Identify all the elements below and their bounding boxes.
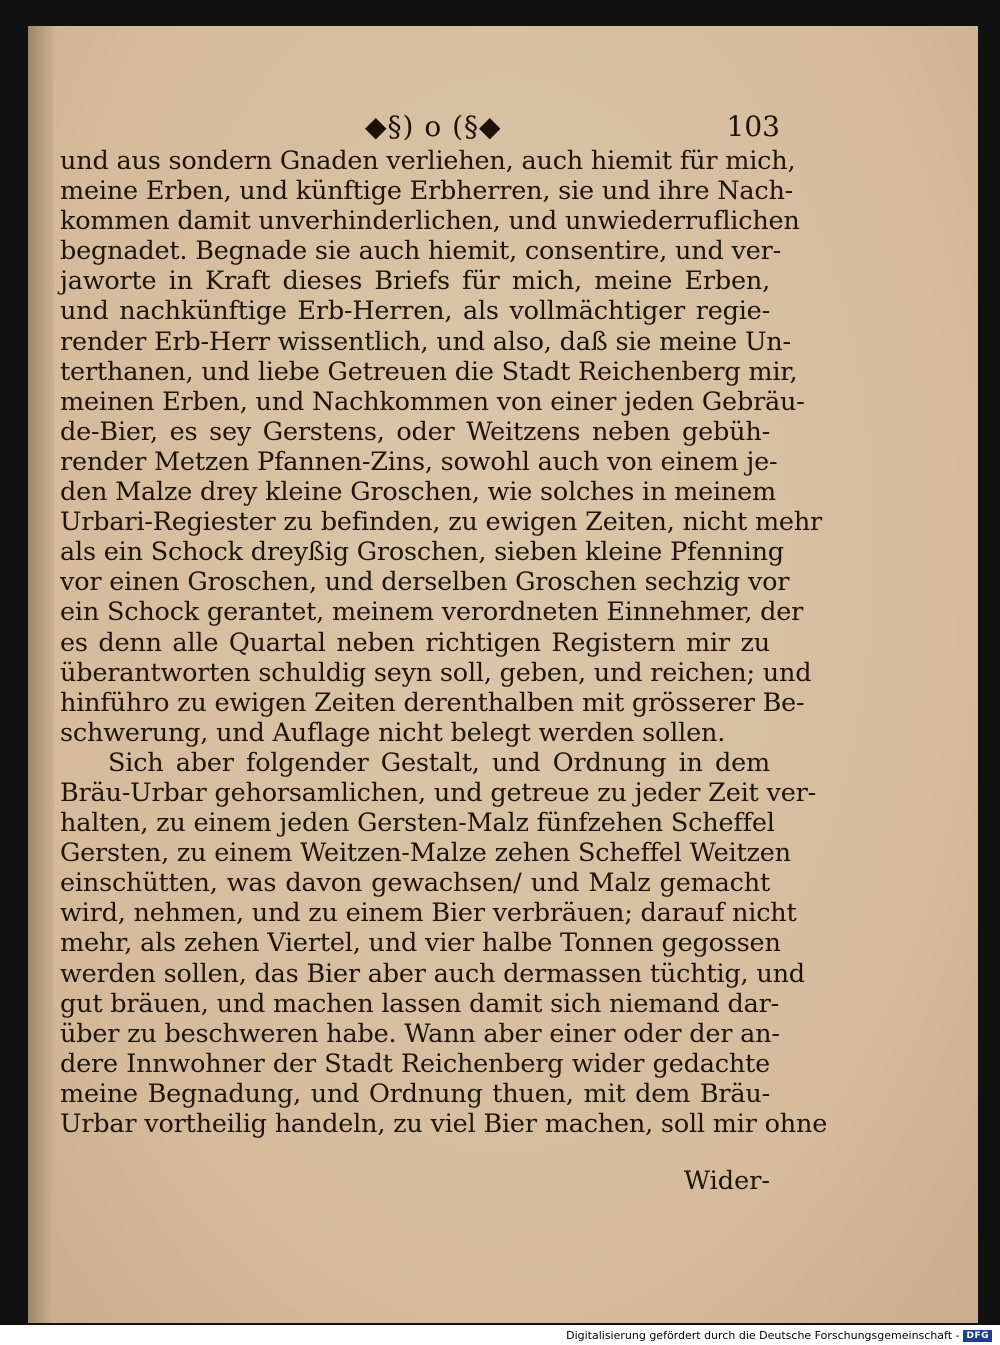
text-line: werden sollen, das Bier aber auch dermassen tüchtig, und bbox=[60, 958, 805, 989]
text-line: meinen Erben, und Nachkommen von einer jeden Gebräu- bbox=[60, 386, 805, 417]
text-line: und aus sondern Gnaden verliehen, auch hiemit für mich, bbox=[60, 146, 796, 176]
text-line: de-Bier, es sey Gerstens, oder Weitzens neben gebüh- bbox=[60, 416, 770, 447]
text-line: als ein Schock dreyßig Groschen, sieben kleine Pfenning bbox=[60, 537, 784, 568]
text-line: Urbar vortheilig handeln, zu viel Bier machen, soll mir ohne bbox=[60, 1109, 828, 1139]
page-number: 103 bbox=[726, 110, 780, 143]
credit-text: Digitalisierung gefördert durch die Deutsche Forschungsgemeinschaft - bbox=[566, 1329, 960, 1342]
text-line: begnadet. Begnade sie auch hiemit, consentire, und ver- bbox=[60, 236, 782, 267]
text-line: überantworten schuldig seyn soll, geben, und reichen; und bbox=[60, 657, 812, 688]
text-line: render Erb-Herr wissentlich, und also, daß sie meine Un- bbox=[60, 326, 791, 357]
text-line: schwerung, und Auflage nicht belegt werden sollen. bbox=[60, 717, 726, 748]
text-line: den Malze drey kleine Groschen, wie solches in meinem bbox=[60, 477, 777, 508]
text-line: dere Innwohner der Stadt Reichenberg wider gedachte bbox=[60, 1048, 770, 1079]
text-line: vor einen Groschen, und derselben Groschen sechzig vor bbox=[60, 567, 790, 598]
text-line: jaworte in Kraft dieses Briefs für mich, meine Erben, bbox=[60, 266, 770, 297]
text-line: mehr, als zehen Viertel, und vier halbe Tonnen gegossen bbox=[60, 928, 781, 959]
text-line: es denn alle Quartal neben richtigen Registern mir zu bbox=[60, 627, 770, 658]
text-line: halten, zu einem jeden Gersten-Malz fünfzehen Scheffel bbox=[60, 808, 775, 839]
text-line: render Metzen Pfannen-Zins, sowohl auch von einem je- bbox=[60, 446, 778, 477]
text-line: meine Begnadung, und Ordnung thuen, mit dem Bräu- bbox=[60, 1078, 770, 1109]
dfg-logo: DFG bbox=[963, 1330, 992, 1342]
text-line: terthanen, und liebe Getreuen die Stadt Reichenberg mir, bbox=[60, 356, 798, 387]
text-line: ein Schock gerantet, meinem verordneten Einnehmer, der bbox=[60, 597, 804, 628]
header-ornament: ◆§) o (§◆ bbox=[365, 110, 502, 143]
text-line: wird, nehmen, und zu einem Bier verbräuen; darauf nicht bbox=[60, 898, 797, 929]
digitization-credit bbox=[566, 1329, 992, 1342]
page-header bbox=[60, 108, 780, 148]
text-line: über zu beschweren habe. Wann aber einer oder der an- bbox=[60, 1018, 780, 1049]
text-line: einschütten, was davon gewachsen/ und Malz gemacht bbox=[60, 868, 770, 899]
catchword: Wider- bbox=[683, 1166, 770, 1196]
text-line: Urbari-Regiester zu befinden, zu ewigen Zeiten, nicht mehr bbox=[60, 507, 823, 538]
body-text bbox=[60, 146, 828, 1139]
text-line: Bräu-Urbar gehorsamlichen, und getreue zu jeder Zeit ver- bbox=[60, 777, 816, 808]
text-line: meine Erben, und künftige Erbherren, sie und ihre Nach- bbox=[60, 176, 794, 207]
text-line: Sich aber folgender Gestalt, und Ordnung in dem bbox=[108, 747, 770, 778]
page-gutter bbox=[28, 26, 54, 1323]
text-line: und nachkünftige Erb-Herren, als vollmächtiger regie- bbox=[60, 296, 770, 327]
text-line: Gersten, zu einem Weitzen-Malze zehen Scheffel Weitzen bbox=[60, 838, 791, 869]
text-line: kommen damit unverhinderlichen, und unwiederruflichen bbox=[60, 206, 800, 237]
text-line: hinführo zu ewigen Zeiten derenthalben mit grösserer Be- bbox=[60, 687, 805, 718]
text-line: gut bräuen, und machen lassen damit sich niemand dar- bbox=[60, 988, 780, 1019]
